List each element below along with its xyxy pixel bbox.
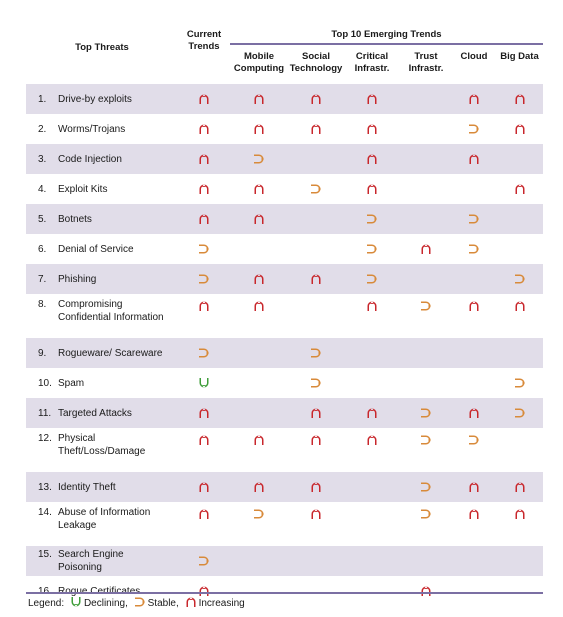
current-trend-cell [178, 234, 230, 264]
increasing-icon [198, 213, 210, 225]
increasing-icon [366, 153, 378, 165]
stable-icon [468, 243, 480, 255]
threat-label: Identity Theft [58, 481, 116, 493]
emerging-trend-cell [344, 264, 400, 294]
emerging-trend-cell [344, 144, 400, 174]
emerging-trend-cell [452, 398, 496, 428]
threat-cell [26, 144, 178, 174]
stable-icon [198, 347, 210, 359]
emerging-trend-cell [400, 294, 452, 338]
increasing-icon [366, 93, 378, 105]
emerging-trend-cell [400, 472, 452, 502]
emerging-trend-cell [452, 576, 496, 606]
threat-label: Physical Theft/Loss/Damage [58, 433, 146, 457]
emerging-trend-cell [230, 234, 288, 264]
threat-cell [26, 174, 178, 204]
legend-increasing-label: Increasing [198, 598, 245, 609]
threat-cell [26, 428, 178, 472]
emerging-trend-cell [496, 472, 543, 502]
emerging-trend-cell [496, 294, 543, 338]
emerging-trend-cell [230, 204, 288, 234]
increasing-icon [253, 123, 265, 135]
stable-icon [366, 213, 378, 225]
increasing-icon [253, 183, 265, 195]
emerging-trend-cell [452, 338, 496, 368]
threat-number: 13. [38, 481, 52, 493]
emerging-trend-cell [344, 338, 400, 368]
stable-icon [468, 213, 480, 225]
emerging-trend-cell [230, 294, 288, 338]
emerging-trend-cell [400, 338, 452, 368]
column-header: Trust Infrastr. [408, 51, 444, 74]
emerging-trend-cell [344, 398, 400, 428]
threat-number: 10. [38, 377, 52, 389]
increasing-icon [310, 434, 322, 446]
table-row [26, 84, 543, 114]
emerging-trend-cell [496, 264, 543, 294]
emerging-trend-cell [400, 174, 452, 204]
emerging-trend-cell [400, 502, 452, 546]
stable-icon [514, 273, 526, 285]
increasing-icon [310, 93, 322, 105]
emerging-trend-cell [496, 338, 543, 368]
threat-label: Exploit Kits [58, 183, 108, 195]
table-row [26, 264, 543, 294]
current-trend-cell [178, 398, 230, 428]
emerging-trend-cell [400, 428, 452, 472]
emerging-trend-cell [344, 114, 400, 144]
increasing-icon [366, 407, 378, 419]
increasing-icon [310, 481, 322, 493]
emerging-trend-cell [452, 502, 496, 546]
emerging-trend-cell [344, 428, 400, 472]
emerging-trend-cell [230, 398, 288, 428]
increasing-icon [310, 407, 322, 419]
current-trend-cell [178, 84, 230, 114]
increasing-icon [253, 93, 265, 105]
increasing-icon [198, 153, 210, 165]
emerging-trend-cell [344, 174, 400, 204]
emerging-trend-cell [452, 174, 496, 204]
threat-cell [26, 114, 178, 144]
threat-number: 7. [38, 273, 47, 285]
increasing-icon [253, 481, 265, 493]
increasing-icon [366, 300, 378, 312]
stable-icon [198, 243, 210, 255]
increasing-icon [253, 434, 265, 446]
stable-icon [420, 407, 432, 419]
emerging-trend-cell [496, 144, 543, 174]
increasing-icon [310, 273, 322, 285]
column-header: Critical Infrastr. [354, 51, 390, 74]
threat-cell [26, 84, 178, 114]
emerging-trend-cell [230, 338, 288, 368]
header-emerging-group: Top 10 Emerging Trends [230, 26, 543, 44]
increasing-icon [366, 123, 378, 135]
increasing-icon [198, 123, 210, 135]
stable-icon [468, 123, 480, 135]
emerging-trend-cell [400, 144, 452, 174]
emerging-trend-cell [230, 264, 288, 294]
emerging-trend-cell [496, 204, 543, 234]
table-row [26, 502, 543, 546]
emerging-trend-cell [400, 234, 452, 264]
emerging-trend-cell [288, 204, 344, 234]
threat-number: 6. [38, 243, 47, 255]
stable-icon [198, 555, 210, 567]
emerging-trend-cell [230, 502, 288, 546]
emerging-trend-cell [288, 338, 344, 368]
emerging-trend-cell [496, 428, 543, 472]
current-trend-cell [178, 546, 230, 576]
increasing-icon [198, 481, 210, 493]
increasing-icon [468, 407, 480, 419]
increasing-icon [468, 300, 480, 312]
stable-icon [366, 273, 378, 285]
emerging-trend-cell [230, 368, 288, 398]
emerging-trend-cell [288, 144, 344, 174]
threat-cell [26, 398, 178, 428]
current-trend-cell [178, 338, 230, 368]
table-row [26, 398, 543, 428]
table-body [26, 84, 543, 606]
increasing-icon [310, 123, 322, 135]
threat-cell [26, 502, 178, 546]
emerging-trend-cell [452, 368, 496, 398]
stable-icon [134, 596, 146, 608]
emerging-trend-cell [496, 546, 543, 576]
threat-number: 16. [38, 585, 52, 597]
stable-icon [420, 508, 432, 520]
emerging-trend-cell [288, 264, 344, 294]
threat-label: Botnets [58, 213, 92, 225]
threat-label: Worms/Trojans [58, 123, 126, 135]
increasing-icon [514, 123, 526, 135]
increasing-icon [198, 508, 210, 520]
legend-stable-label: Stable, [147, 598, 179, 609]
table-row [26, 546, 543, 576]
stable-icon [198, 273, 210, 285]
threat-cell [26, 294, 178, 338]
threat-trends-table [26, 26, 543, 606]
stable-icon [310, 377, 322, 389]
emerging-trend-cell [344, 294, 400, 338]
emerging-trend-cell [496, 502, 543, 546]
stable-icon [366, 243, 378, 255]
increasing-icon [198, 183, 210, 195]
emerging-trend-cell [496, 576, 543, 606]
current-trend-cell [178, 144, 230, 174]
emerging-trend-cell [288, 174, 344, 204]
emerging-trend-cell [496, 234, 543, 264]
increasing-icon [253, 273, 265, 285]
current-trend-cell [178, 368, 230, 398]
threat-cell [26, 368, 178, 398]
emerging-trend-cell [400, 114, 452, 144]
emerging-trend-cell [344, 546, 400, 576]
increasing-icon [198, 434, 210, 446]
bottom-rule [26, 592, 543, 594]
increasing-icon [185, 596, 197, 608]
emerging-trend-cell [288, 368, 344, 398]
threat-label: Rogue Certificates [58, 585, 141, 597]
table-row [26, 234, 543, 264]
increasing-icon [420, 585, 432, 597]
threat-number: 4. [38, 183, 47, 195]
increasing-icon [468, 508, 480, 520]
threat-label: Abuse of Information Leakage [58, 507, 151, 531]
emerging-trend-cell [230, 84, 288, 114]
emerging-trend-cell [288, 576, 344, 606]
increasing-icon [468, 481, 480, 493]
emerging-trend-cell [400, 264, 452, 294]
table-row [26, 428, 543, 472]
column-header: Big Data [500, 51, 539, 62]
current-trend-cell [178, 174, 230, 204]
emerging-trend-cell [344, 576, 400, 606]
emerging-trend-cell [230, 546, 288, 576]
emerging-trend-cell [288, 294, 344, 338]
stable-icon [253, 508, 265, 520]
increasing-icon [468, 153, 480, 165]
increasing-icon [198, 407, 210, 419]
emerging-trend-cell [452, 546, 496, 576]
current-trend-cell [178, 294, 230, 338]
stable-icon [420, 481, 432, 493]
emerging-trend-cell [288, 84, 344, 114]
emerging-trend-cell [452, 294, 496, 338]
threat-label: Rogueware/ Scareware [58, 347, 163, 359]
emerging-trend-cell [344, 502, 400, 546]
emerging-trend-cell [400, 398, 452, 428]
emerging-trend-cell [344, 472, 400, 502]
table-row [26, 174, 543, 204]
stable-icon [310, 183, 322, 195]
table-row [26, 114, 543, 144]
threat-number: 14. [38, 507, 52, 518]
increasing-icon [514, 300, 526, 312]
increasing-icon [514, 183, 526, 195]
legend [28, 596, 245, 611]
threat-label: Denial of Service [58, 243, 134, 255]
emerging-trend-cell [230, 114, 288, 144]
increasing-icon [514, 481, 526, 493]
threat-cell [26, 234, 178, 264]
emerging-trend-cell [288, 398, 344, 428]
threat-label: Search Engine Poisoning [58, 549, 124, 573]
emerging-trend-cell [288, 472, 344, 502]
current-trend-cell [178, 428, 230, 472]
emerging-trend-cell [400, 204, 452, 234]
threat-label: Drive-by exploits [58, 93, 132, 105]
increasing-icon [310, 508, 322, 520]
emerging-trend-cell [288, 234, 344, 264]
threat-cell [26, 546, 178, 576]
emerging-trend-cell [230, 144, 288, 174]
increasing-icon [253, 300, 265, 312]
threat-number: 9. [38, 347, 47, 359]
declining-icon [70, 596, 82, 608]
emerging-trend-cell [496, 114, 543, 144]
threat-cell [26, 472, 178, 502]
header-current-trends [178, 26, 230, 84]
current-trend-cell [178, 472, 230, 502]
emerging-trend-cell [344, 204, 400, 234]
stable-icon [420, 434, 432, 446]
stable-icon [310, 347, 322, 359]
current-trend-cell [178, 204, 230, 234]
emerging-trend-cell [344, 84, 400, 114]
stable-icon [253, 153, 265, 165]
threat-cell [26, 264, 178, 294]
increasing-icon [514, 508, 526, 520]
threat-number: 11. [38, 407, 52, 419]
emerging-trend-cell [288, 546, 344, 576]
stable-icon [514, 377, 526, 389]
table-row [26, 368, 543, 398]
emerging-trend-cell [496, 84, 543, 114]
table-row [26, 294, 543, 338]
stable-icon [514, 407, 526, 419]
threat-label: Compromising Confidential Information [58, 299, 164, 323]
current-trend-cell [178, 114, 230, 144]
emerging-trend-cell [400, 368, 452, 398]
emerging-trend-cell [400, 546, 452, 576]
table-row [26, 472, 543, 502]
threat-number: 12. [38, 433, 52, 444]
header-current-trends-text: Current Trends [186, 29, 222, 52]
emerging-trend-cell [288, 114, 344, 144]
emerging-trend-cell [452, 84, 496, 114]
emerging-trend-cell [230, 174, 288, 204]
emerging-trend-cell [452, 472, 496, 502]
emerging-trend-cell [288, 428, 344, 472]
increasing-icon [366, 183, 378, 195]
emerging-trend-cell [288, 502, 344, 546]
threat-label: Code Injection [58, 153, 122, 165]
emerging-trend-cell [452, 264, 496, 294]
table-row [26, 204, 543, 234]
emerging-trend-cell [496, 368, 543, 398]
emerging-trend-cell [400, 84, 452, 114]
increasing-icon [468, 93, 480, 105]
stable-icon [468, 434, 480, 446]
increasing-icon [198, 93, 210, 105]
header-top-threats: Top Threats [75, 42, 129, 53]
threat-label: Spam [58, 377, 85, 389]
threat-number: 3. [38, 153, 47, 165]
increasing-icon [253, 213, 265, 225]
threat-number: 5. [38, 213, 47, 225]
threat-cell [26, 338, 178, 368]
threat-cell [26, 204, 178, 234]
emerging-trend-cell [230, 428, 288, 472]
table-row [26, 144, 543, 174]
emerging-trend-cell [344, 234, 400, 264]
legend-declining-label: Declining, [83, 598, 128, 609]
emerging-trend-cell [452, 114, 496, 144]
emerging-trend-cell [496, 398, 543, 428]
emerging-trend-cell [230, 472, 288, 502]
emerging-trend-cell [452, 204, 496, 234]
increasing-icon [514, 93, 526, 105]
increasing-icon [366, 434, 378, 446]
column-header: Cloud [460, 51, 488, 62]
emerging-trend-cell [400, 576, 452, 606]
legend-prefix: Legend: [28, 598, 65, 609]
emerging-trend-cell [452, 144, 496, 174]
stable-icon [420, 300, 432, 312]
threat-number: 2. [38, 123, 47, 135]
declining-icon [198, 377, 210, 389]
emerging-trend-cell [496, 174, 543, 204]
increasing-icon [198, 300, 210, 312]
emerging-trend-cell [452, 234, 496, 264]
threat-label: Phishing [58, 273, 97, 285]
increasing-icon [420, 243, 432, 255]
current-trend-cell [178, 502, 230, 546]
threat-number: 15. [38, 549, 52, 560]
current-trend-cell [178, 264, 230, 294]
threat-number: 8. [38, 299, 47, 310]
column-header: Mobile Computing [233, 51, 285, 74]
emerging-trend-cell [452, 428, 496, 472]
column-header: Social Technology [289, 51, 343, 74]
emerging-trend-cell [344, 368, 400, 398]
threat-label: Targeted Attacks [58, 407, 132, 419]
threat-number: 1. [38, 93, 47, 105]
table-row [26, 338, 543, 368]
